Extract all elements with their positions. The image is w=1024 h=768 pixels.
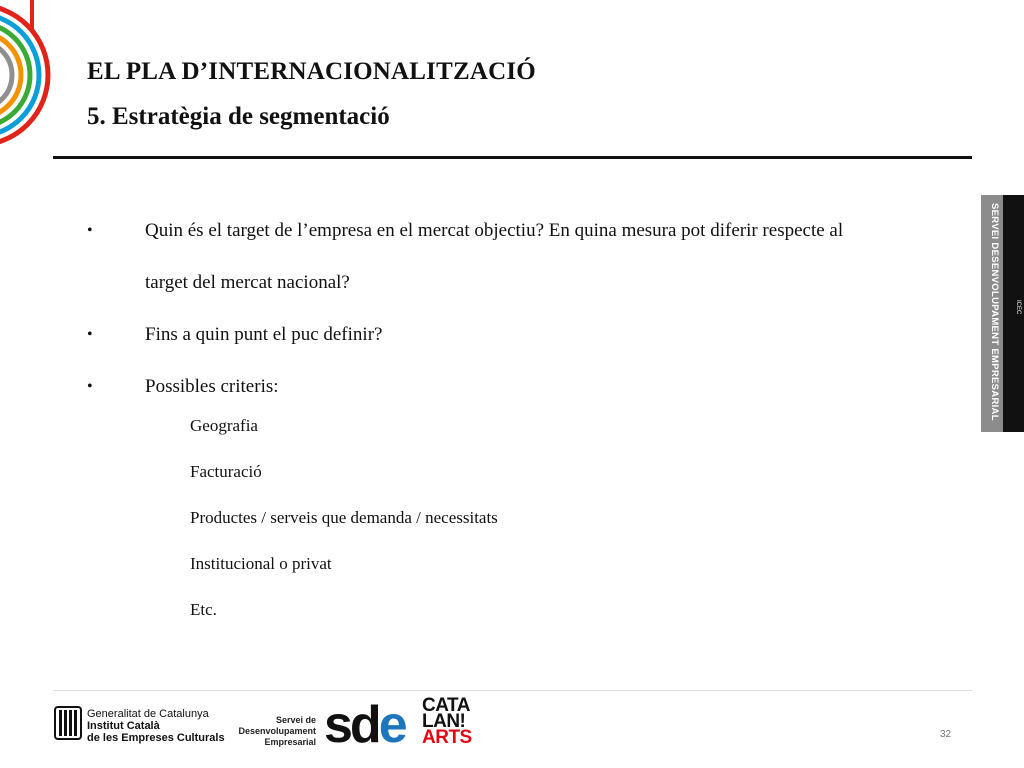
bullet-text: Fins a quin punt el puc definir? [145, 324, 383, 345]
catalan-arts-line: LAN! [422, 711, 466, 732]
sde-line: Servei de [275, 715, 316, 725]
bullet-text: Possibles criteris: [145, 376, 279, 397]
bullet-text-line: target del mercat nacional? [145, 272, 350, 293]
bullet-item [87, 361, 967, 413]
generalitat-logo-text [87, 708, 225, 744]
bullet-item [87, 205, 967, 309]
decorative-arcs-logo [0, 0, 70, 165]
side-tab-small-label: ICEC [1015, 300, 1021, 315]
criteria-item: Facturació [190, 462, 262, 481]
sde-logo-text [230, 715, 316, 748]
criteria-item: Geografia [190, 416, 258, 435]
criteria-item: Productes / serveis que demanda / necessitats [190, 508, 498, 527]
bullet-marker: • [87, 378, 93, 395]
generalitat-emblem-icon [54, 706, 82, 740]
sde-logo-icon [324, 696, 405, 754]
icec-line: de les Empreses Culturals [87, 732, 225, 744]
sde-line: Desenvolupament [238, 726, 316, 736]
bullet-item [87, 309, 967, 361]
criteria-item: Etc. [190, 600, 217, 619]
slide-content [87, 205, 967, 633]
page-number: 32 [940, 729, 952, 740]
criteria-list [87, 403, 967, 633]
bullet-marker: • [87, 326, 93, 343]
bullet-text-line: Quin és el target de l’empresa en el mercat objectiu? En quina mesura pot diferir respecte al [145, 220, 844, 241]
title-divider [53, 156, 972, 159]
catalan-arts-line: ARTS [422, 727, 472, 748]
sde-line: Empresarial [264, 737, 316, 747]
footer-divider [53, 690, 972, 691]
bullet-marker: • [87, 222, 93, 239]
slide-title: EL PLA D’INTERNACIONALITZACIÓ [87, 58, 536, 85]
catalan-arts-logo [422, 695, 472, 754]
side-tab [981, 195, 1024, 432]
slide-subtitle: 5. Estratègia de segmentació [87, 103, 390, 130]
title-block [87, 58, 536, 131]
icec-line: Institut Català [87, 720, 160, 732]
criteria-item: Institucional o privat [190, 554, 332, 573]
footer-logos [54, 695, 494, 754]
generalitat-line: Generalitat de Catalunya [87, 708, 209, 720]
sde-logo-wordmark: sde [324, 696, 405, 754]
side-tab-label: SERVEI DESENVOLUPAMENT EMPRESARIAL [989, 203, 1000, 421]
catalan-arts-line: CATA [422, 695, 470, 716]
